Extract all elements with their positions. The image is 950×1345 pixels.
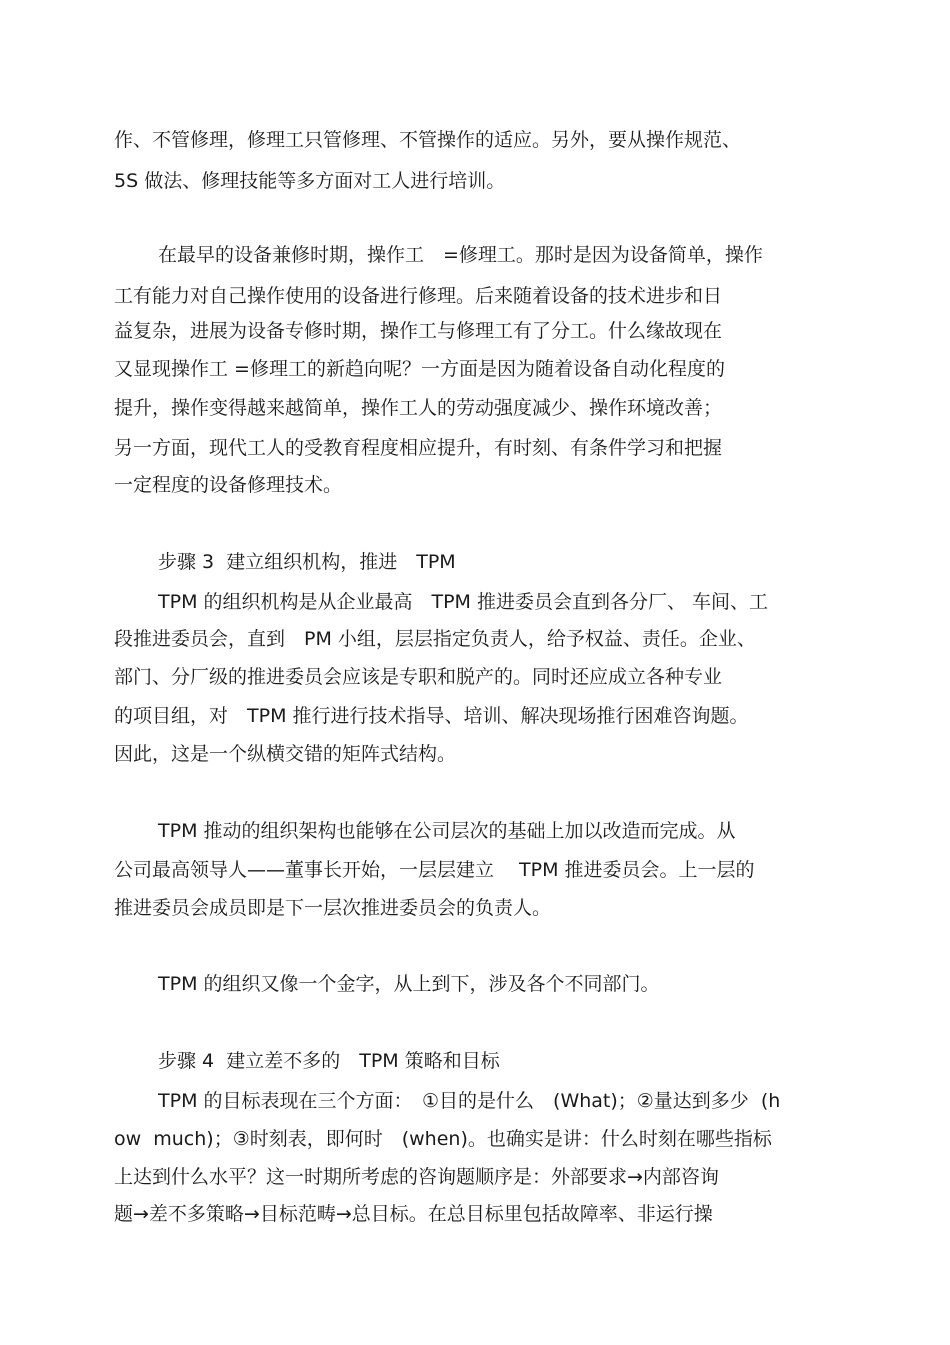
text-line: 推进委员会成员即是下一层次推进委员会的负责人。 xyxy=(114,897,552,919)
text-line: 题→差不多策略→目标范畴→总目标。在总目标里包括故障率、非运行操 xyxy=(114,1203,713,1225)
text-line: TPM 的组织机构是从企业最高 TPM 推进委员会直到各分厂、 车间、工 xyxy=(158,591,769,613)
text-line: 在最早的设备兼修时期，操作工 =修理工。那时是因为设备简单，操作 xyxy=(158,244,763,266)
section-heading: 步骤 4 建立差不多的 TPM 策略和目标 xyxy=(158,1050,500,1072)
text-line: 工有能力对自己操作使用的设备进行修理。后来随着设备的技术进步和日 xyxy=(114,285,723,307)
text-line: 益复杂，进展为设备专修时期，操作工与修理工有了分工。什么缘故现在 xyxy=(114,320,723,342)
text-line: 另一方面，现代工人的受教育程度相应提升，有时刻、有条件学习和把握 xyxy=(114,437,723,459)
section-heading: 步骤 3 建立组织机构，推进 TPM xyxy=(158,551,456,573)
text-line: 段推进委员会，直到 PM 小组，层层指定负责人，给予权益、责任。企业、 xyxy=(114,628,756,650)
text-line: 上达到什么水平？这一时期所考虑的咨询题顺序是：外部要求→内部咨询 xyxy=(114,1166,719,1188)
text-line: 5S 做法、修理技能等多方面对工人进行培训。 xyxy=(114,170,506,192)
text-line: TPM 的目标表现在三个方面： ①目的是什么 (What)；②量达到多少 (h xyxy=(158,1090,781,1112)
text-line: ow much)；③时刻表，即何时 (when)。也确实是讲：什么时刻在哪些指标 xyxy=(114,1128,772,1150)
text-line: 因此，这是一个纵横交错的矩阵式结构。 xyxy=(114,743,457,765)
text-line: TPM 的组织又像一个金字，从上到下，涉及各个不同部门。 xyxy=(158,973,660,995)
text-line: TPM 推动的组织架构也能够在公司层次的基础上加以改造而完成。从 xyxy=(158,820,736,842)
text-line: 的项目组，对 TPM 推行进行技术指导、培训、解决现场推行困难咨询题。 xyxy=(114,705,749,727)
text-line: 部门、分厂级的推进委员会应该是专职和脱产的。同时还应成立各种专业 xyxy=(114,666,723,688)
text-line: 提升，操作变得越来越简单，操作工人的劳动强度减少、操作环境改善； xyxy=(114,397,723,419)
text-line: 一定程度的设备修理技术。 xyxy=(114,474,343,496)
text-line: 又显现操作工 =修理工的新趋向呢？一方面是因为随着设备自动化程度的 xyxy=(114,358,725,380)
text-line: 作、不管修理，修理工只管修理、不管操作的适应。另外，要从操作规范、 xyxy=(114,129,742,151)
text-line: 公司最高领导人——董事长开始，一层层建立 TPM 推进委员会。上一层的 xyxy=(114,859,755,881)
